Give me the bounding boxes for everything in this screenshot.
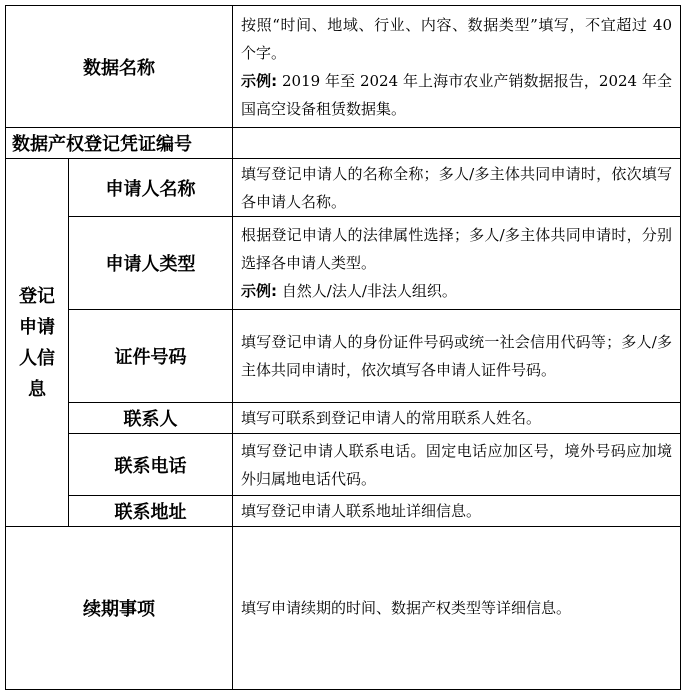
- applicant-name-description: 填写登记申请人的名称全称；多人/多主体共同申请时，依次填写各申请人名称。: [233, 159, 681, 217]
- contact-phone-description: 填写登记申请人联系电话。固定电话应加区号，境外号码应加境外归属地电话代码。: [233, 434, 681, 496]
- certificate-number-value: [233, 128, 681, 159]
- data-name-description: [233, 6, 681, 128]
- contact-address-label: 联系地址: [69, 496, 233, 527]
- applicant-name-label: 申请人名称: [69, 159, 233, 217]
- row-data-name: [6, 6, 681, 128]
- example-label: 示例:: [241, 71, 278, 90]
- renewal-label: 续期事项: [6, 527, 233, 690]
- example-text: 自然人/法人/非法人组织。: [277, 282, 457, 300]
- group-label-line-2: 申请: [19, 316, 55, 338]
- row-certificate-number: [6, 128, 681, 159]
- id-number-description: 填写登记申请人的身份证件号码或统一社会信用代码等；多人/多主体共同申请时，依次填写各申请人证件号码。: [233, 310, 681, 403]
- applicant-info-group-label: [6, 159, 69, 527]
- group-label-line-4: 息: [28, 378, 46, 400]
- id-number-label: 证件号码: [69, 310, 233, 403]
- row-applicant-type: [6, 217, 681, 310]
- applicant-type-description: [233, 217, 681, 310]
- data-name-example: [241, 67, 672, 123]
- contact-phone-label: 联系电话: [69, 434, 233, 496]
- contact-address-description: 填写登记申请人联系地址详细信息。: [233, 496, 681, 527]
- renewal-description: 填写申请续期的时间、数据产权类型等详细信息。: [233, 527, 681, 690]
- contact-person-description: 填写可联系到登记申请人的常用联系人姓名。: [233, 403, 681, 434]
- row-id-number: [6, 310, 681, 403]
- registration-form-table: [5, 5, 681, 690]
- group-label-line-3: 人信: [19, 347, 55, 369]
- example-label: 示例:: [241, 282, 277, 300]
- applicant-type-example: [241, 277, 672, 305]
- row-renewal: [6, 527, 681, 690]
- example-text: 2019 年至 2024 年上海市农业产销数据报告，2024 年全国高空设备租赁数据集。: [241, 71, 672, 118]
- contact-person-label: 联系人: [69, 403, 233, 434]
- row-contact-phone: [6, 434, 681, 496]
- row-contact-address: [6, 496, 681, 527]
- applicant-type-instruction: 根据登记申请人的法律属性选择；多人/多主体共同申请时，分别选择各申请人类型。: [241, 226, 672, 272]
- certificate-number-label: 数据产权登记凭证编号: [6, 128, 233, 159]
- data-name-instruction: 按照“时间、地域、行业、内容、数据类型”填写，不宜超过 40 个字。: [241, 15, 672, 62]
- group-label-line-1: 登记: [19, 285, 55, 307]
- applicant-type-label: 申请人类型: [69, 217, 233, 310]
- row-contact-person: [6, 403, 681, 434]
- row-applicant-name: [6, 159, 681, 217]
- data-name-label: 数据名称: [6, 6, 233, 128]
